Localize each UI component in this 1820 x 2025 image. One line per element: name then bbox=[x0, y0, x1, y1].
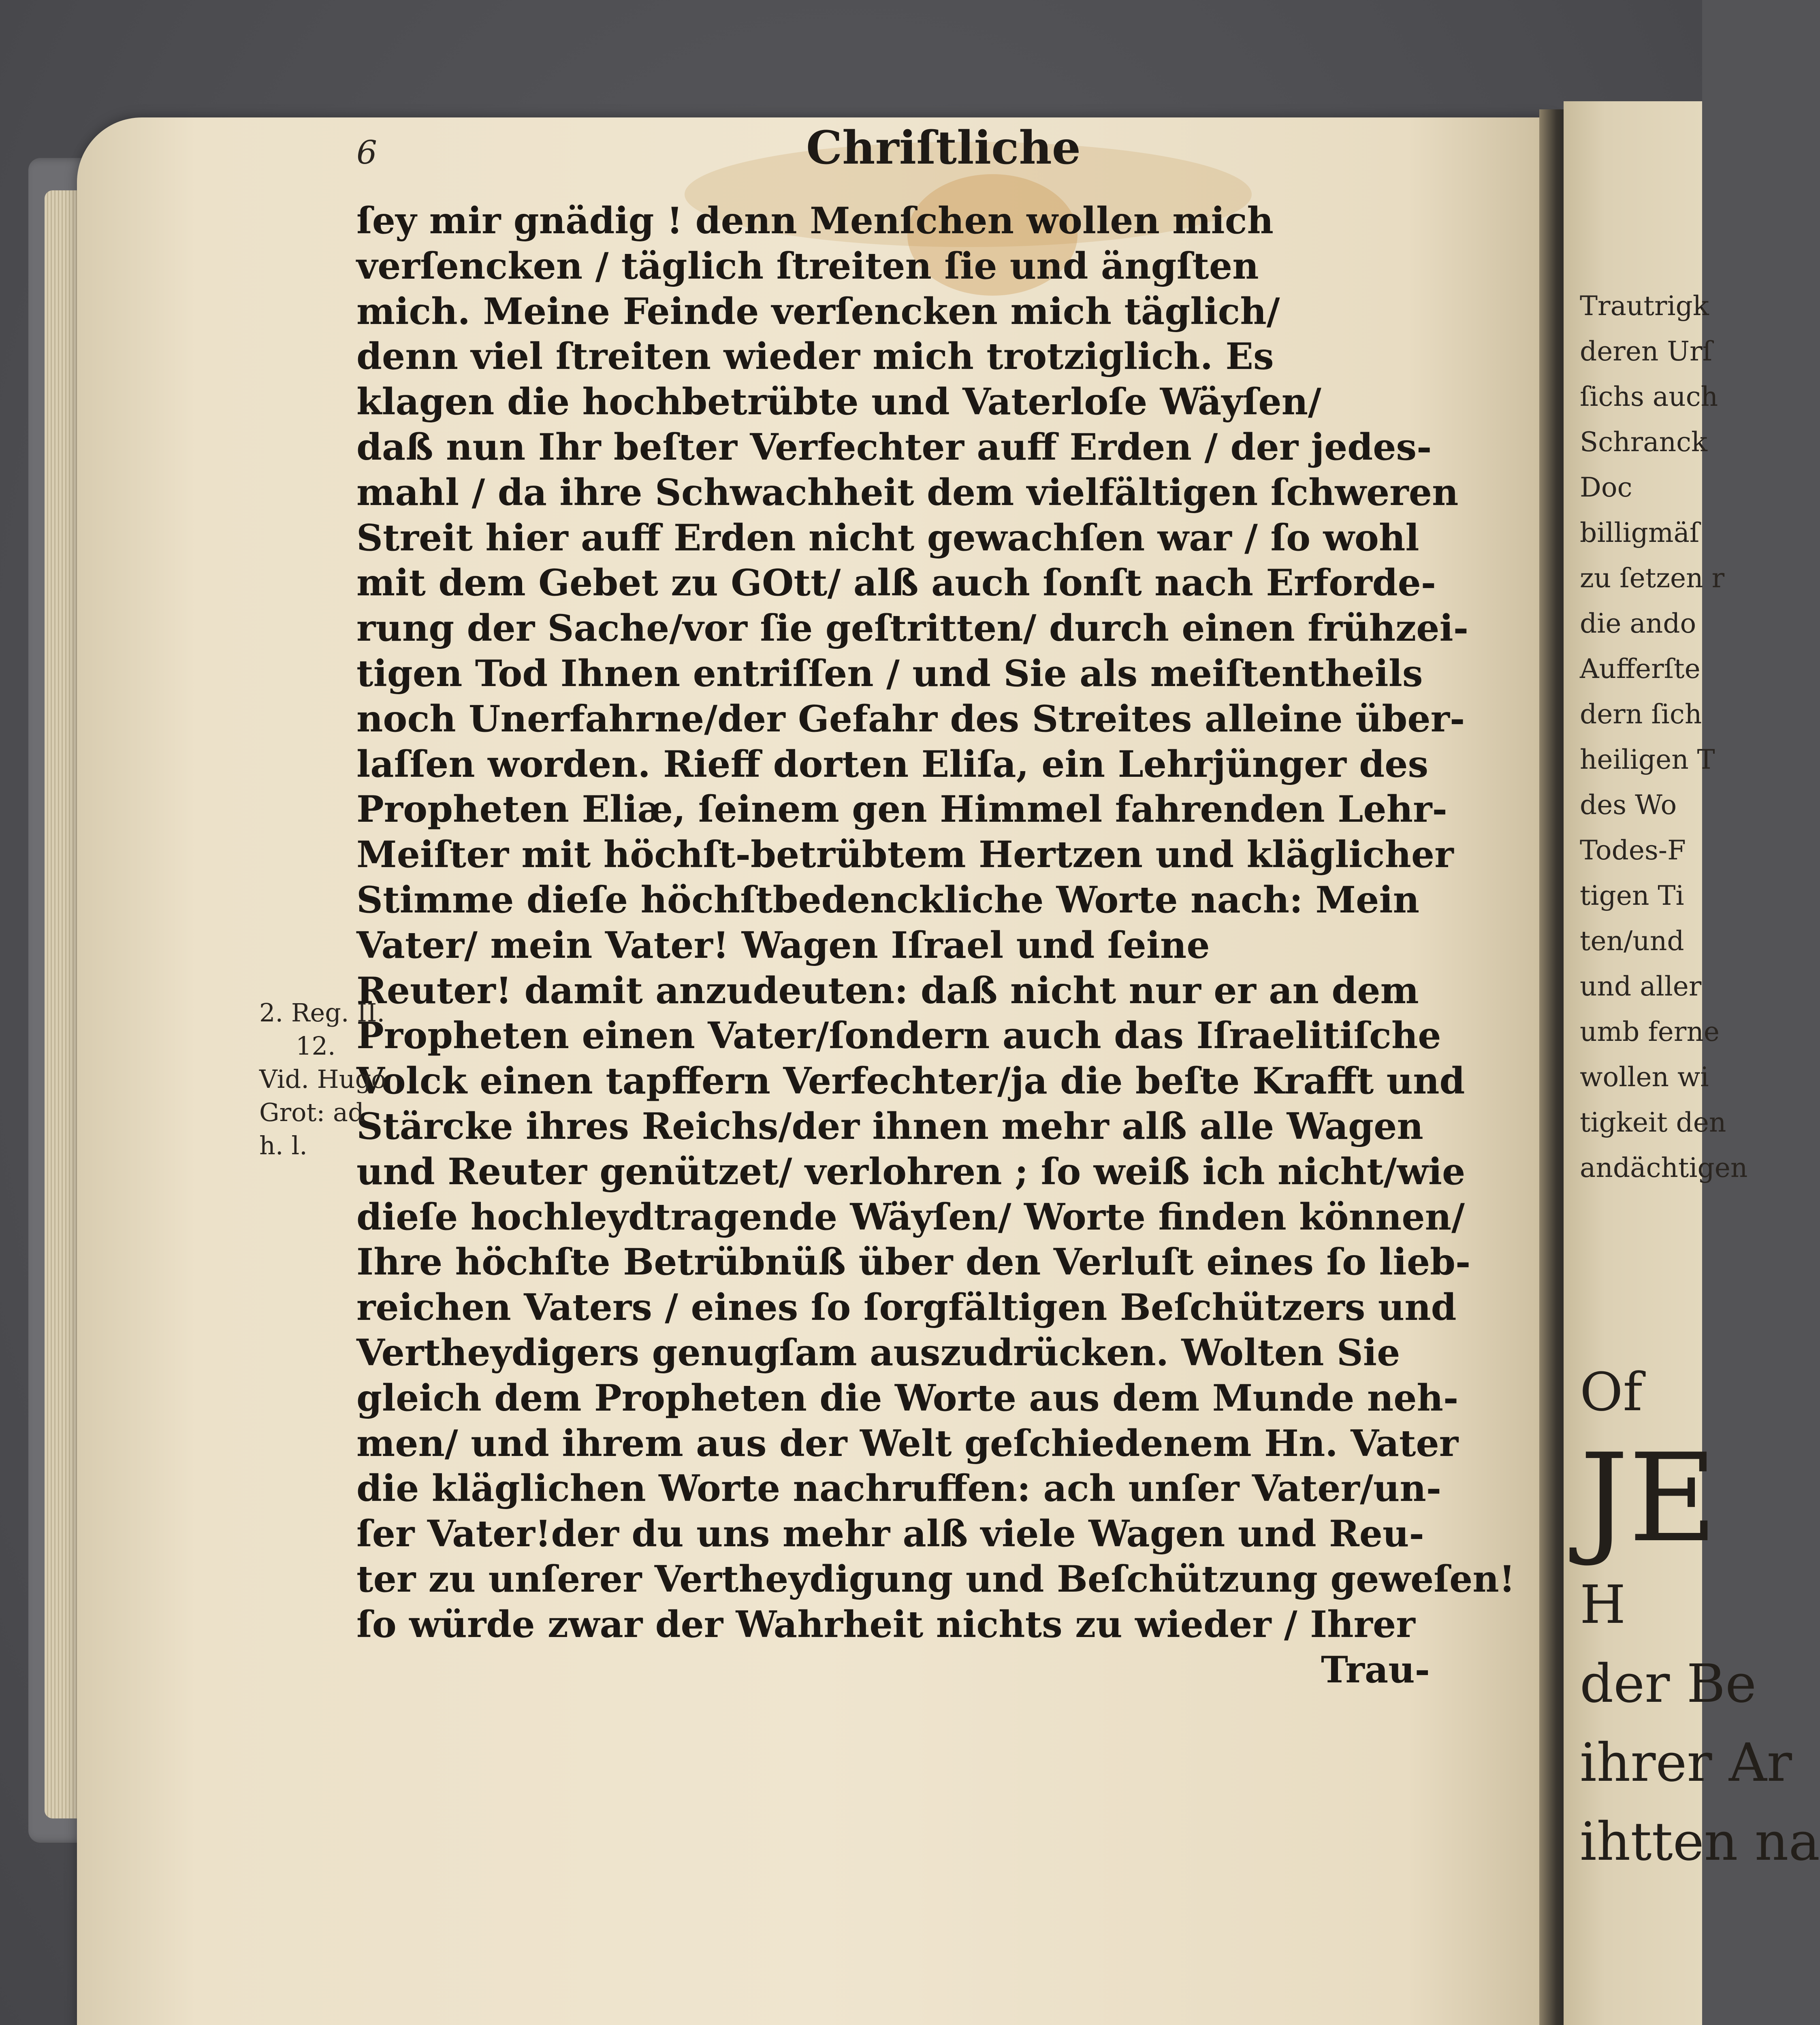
text-line: tigen Tod Ihnen entriſſen / und Sie als meiſtentheils bbox=[356, 652, 1423, 695]
right-page-line: dern ſich bbox=[1580, 699, 1702, 730]
right-heading-line: JE bbox=[1580, 1428, 1718, 1569]
margin-note: 2. Reg. II. bbox=[259, 998, 385, 1027]
right-page-line: tigen Ti bbox=[1580, 880, 1684, 911]
text-line: men/ und ihrem aus der Welt geſchiedenem Hn. Vater bbox=[356, 1422, 1459, 1465]
text-line: dieſe hochleydtragende Wäyſen/ Worte finden können/ bbox=[356, 1195, 1465, 1238]
right-heading-line: ihrer Ar bbox=[1580, 1732, 1792, 1793]
right-page-line: ſichs auch bbox=[1580, 381, 1718, 412]
catchword: Trau- bbox=[1321, 1648, 1430, 1691]
right-page-line: zu ſetzen r bbox=[1580, 563, 1725, 594]
right-page-line: Todes-F bbox=[1580, 835, 1686, 866]
right-page-line: heiligen T bbox=[1580, 744, 1715, 775]
right-heading-line: Of bbox=[1580, 1361, 1643, 1423]
right-page-line: Trautrigk bbox=[1580, 290, 1709, 322]
text-line: laſſen worden. Rieff dorten Eliſa, ein Lehrjünger des bbox=[356, 742, 1429, 786]
text-line: mahl / da ihre Schwachheit dem vielfältigen ſchweren bbox=[356, 471, 1459, 514]
text-line: und Reuter genützet/ verlohren ; ſo weiß ich nicht/wie bbox=[356, 1150, 1466, 1193]
right-page-line: und aller bbox=[1580, 971, 1702, 1002]
text-line: ſey mir gnädig ! denn Menſchen wollen mich bbox=[356, 199, 1274, 242]
text-line: klagen die hochbetrübte und Vaterloſe Wäyſen/ bbox=[356, 380, 1321, 424]
right-heading-line: ihtten na bbox=[1580, 1811, 1820, 1872]
text-line: Vertheydigers genugſam auszudrücken. Wolten Sie bbox=[356, 1331, 1400, 1374]
text-line: Streit hier auff Erden nicht gewachſen war / ſo wohl bbox=[356, 516, 1419, 559]
right-page-line: billigmäſ bbox=[1580, 517, 1700, 548]
margin-notes bbox=[259, 996, 429, 1162]
text-line: Ihre höchſte Betrübnüß über den Verluſt eines ſo lieb- bbox=[356, 1241, 1471, 1284]
right-page-line: andächtigen bbox=[1580, 1152, 1748, 1183]
right-page-line: Aufferſte bbox=[1580, 653, 1701, 684]
right-heading-line: H bbox=[1580, 1574, 1626, 1635]
page-number: 6 bbox=[356, 134, 377, 171]
text-line: ſer Vater!der du uns mehr alß viele Wagen und Reu- bbox=[356, 1512, 1424, 1556]
text-line: denn viel ſtreiten wieder mich trotziglich. Es bbox=[356, 335, 1274, 378]
margin-note: h. l. bbox=[259, 1131, 307, 1160]
body-text bbox=[356, 198, 1515, 1692]
right-page-line: ten/und bbox=[1580, 925, 1684, 957]
text-line: Stärcke ihres Reichs/der ihnen mehr alß alle Wagen bbox=[356, 1104, 1423, 1148]
right-page-line: Schranck bbox=[1580, 426, 1708, 458]
right-heading-line: der Be bbox=[1580, 1653, 1757, 1714]
text-line: Volck einen tapffern Verfechter/ja die beſte Krafft und bbox=[356, 1059, 1465, 1103]
running-head: Chriſtliche bbox=[806, 122, 1081, 175]
text-line: ter zu unſerer Vertheydigung und Beſchützung geweſen! bbox=[356, 1557, 1515, 1601]
text-line: Propheten Eliæ, ſeinem gen Himmel fahrenden Lehr- bbox=[356, 788, 1447, 831]
text-line: die kläglichen Worte nachruffen: ach unſer Vater/un- bbox=[356, 1467, 1442, 1510]
text-line: mich. Meine Feinde verſencken mich täglich/ bbox=[356, 290, 1280, 333]
right-page-line: die ando bbox=[1580, 608, 1696, 639]
right-page-line: deren Urſ bbox=[1580, 336, 1713, 367]
right-page-text bbox=[1580, 284, 1748, 1191]
margin-note: 12. bbox=[296, 1031, 336, 1061]
text-line: Stimme dieſe höchſtbedenckliche Worte nach: Mein bbox=[356, 878, 1420, 921]
text-line: ſo würde zwar der Wahrheit nichts zu wieder / Ihrer bbox=[356, 1603, 1415, 1646]
margin-note: Vid. Hugo bbox=[259, 1064, 386, 1094]
text-line: Reuter! damit anzudeuten: daß nicht nur er an dem bbox=[356, 969, 1419, 1012]
right-page-heading bbox=[1580, 1353, 1820, 1881]
right-page-line: tigkeit den bbox=[1580, 1107, 1726, 1138]
right-page-line: umb ferne bbox=[1580, 1016, 1720, 1047]
text-line: Vater/ mein Vater! Wagen Iſrael und ſeine bbox=[356, 923, 1210, 967]
right-page-line: wollen wi bbox=[1580, 1062, 1709, 1093]
text-line: Propheten einen Vater/ſondern auch das Iſraelitiſche bbox=[356, 1014, 1441, 1057]
text-line: rung der Sache/vor ſie geſtritten/ durch einen frühzei- bbox=[356, 607, 1469, 650]
text-line: mit dem Gebet zu GOtt/ alß auch ſonſt nach Erforde- bbox=[356, 561, 1436, 605]
margin-note: Grot: ad bbox=[259, 1098, 364, 1127]
right-page-line: Doc bbox=[1580, 472, 1632, 503]
text-line: daß nun Ihr beſter Verfechter auff Erden / der jedes- bbox=[356, 425, 1432, 469]
text-line: gleich dem Propheten die Worte aus dem Munde neh- bbox=[356, 1376, 1459, 1420]
text-line: Meiſter mit höchſt-betrübtem Hertzen und kläglicher bbox=[356, 833, 1454, 876]
right-page-line: des Wo bbox=[1580, 789, 1677, 821]
text-line: verſencken / täglich ſtreiten ſie und ängſten bbox=[356, 244, 1259, 288]
text-line: noch Unerfahrne/der Gefahr des Streites alleine über- bbox=[356, 697, 1465, 740]
text-line: reichen Vaters / eines ſo ſorgfältigen Beſchützers und bbox=[356, 1286, 1457, 1329]
